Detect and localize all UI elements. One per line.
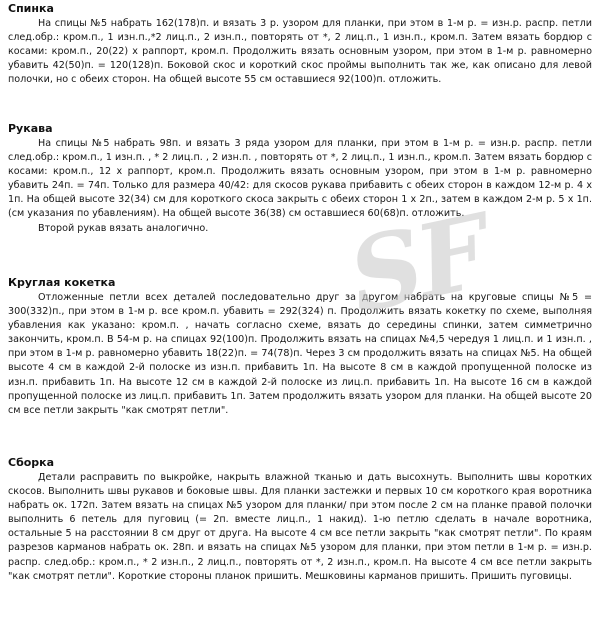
section-title: Рукава xyxy=(8,122,53,135)
paragraph: На спицы №5 набрать 162(178)п. и вязать 3 р. узором для планки, при этом в 1-м р. = изн.р. распр. петли след.обр.: кром.п., 1 изн.п.,*2 лиц.п., 2 изн.п., повторять от *, 2 лиц.п., 1 изн.п., кром.п. Затем вязать бордюр с косами: кром.п., 20(22) х раппорт, кром.п. Продолжить вязать основным узором, при этом в 1-м р. равномерно убавить 42(50)п. = 120(128)п. Боковой скос и короткий скос проймы выполнить так же, как описано для левой полочки, но с обеих сторон. На общей высоте 55 см оставшиеся 92(100)п. отложить. xyxy=(8,18,592,86)
section-title: Спинка xyxy=(8,2,54,15)
section-back xyxy=(8,2,592,87)
paragraph: Второй рукав вязать аналогично. xyxy=(38,222,209,234)
section-title: Круглая кокетка xyxy=(8,276,116,289)
paragraph: На спицы №5 набрать 98п. и вязать 3 ряда узором для планки, при этом в 1-м р. = изн.р. распр. петли след.обр.: кром.п., 1 изн.п. , * 2 лиц.п. , 2 изн.п. , повторять от *, 2 лиц.п., 1 изн.п., кром.п. Затем вязать бордюр с косами: кром.п., 12 х раппорт, кром.п. Продолжить вязать основным узором, при этом в 1-м р. равномерно убавить 24п. = 74п. Только для размера 40/42: для скосов рукава прибавить с обеих сторон в каждом 12-м р. 4 х 1п. На общей высоте 32(34) см для короткого скоса закрыть с обеих сторон 1 х 2п., затем в каждом 2-м р. 5 х 1п. (см указания по убавлениям). На общей высоте 36(38) см оставшиеся 60(68)п. отложить. xyxy=(8,138,592,220)
paragraph: Отложенные петли всех деталей последовательно друг за другом набрать на круговые спицы №5 = 300(332)п., при этом в 1-м р. все кром.п. убавить = 292(324) п. Продолжить вязать кокетку по схеме, выполняя убавления как указано: кром.п. , начать согласно схеме, вязать до середины спинки, затем симметрично закончить, кром.п. В 54-м р. на спицах 92(100)п. Продолжить вязать на спицах №4,5 чередуя 1 лиц.п. и 1 изн.п. , при этом в 1-м р. равномерно убавить 18(22)п. = 74(78)п. Через 3 см продолжить вязать на спицах №5. На общей высоте 4 см в каждой 2-й полоске из изн.п. прибавить 1п. На высоте 8 см в каждой пропущенной полоске из изн.п. прибавить 1п. На высоте 12 см в каждой 2-й полоске из лиц.п. прибавить 1п. На высоте 16 см в каждой пропущенной полоске из лиц.п. прибавить 1п. Затем продолжить вязать узором для планки. На общей высоте 20 см все петли закрыть "как смотрят петли". xyxy=(8,292,592,416)
section-title: Сборка xyxy=(8,456,55,469)
section-assembly xyxy=(8,456,592,584)
section-sleeves xyxy=(8,122,592,236)
watermark-logo: SF xyxy=(339,192,497,336)
paragraph: Детали расправить по выкройке, накрыть влажной тканью и дать высохнуть. Выполнить швы коротких скосов. Выполнить швы рукавов и боковые швы. Для планки застежки и первых 10 см короткого края воротника набрать ок. 172п. Затем вязать на спицах №5 узором для планки/ при этом после 2 см на планке правой полочки выполнить 6 петель для пуговиц (= 2п. вместе лиц.п., 1 накид). 1-ю петлю сделать в начале воротника, остальные 5 на расстоянии 8 см друг от друга. На высоте 4 см все петли закрыть "как смотрят петли". По краям разрезов карманов набрать ок. 28п. и вязать на спицах №5 узором для планки, при этом петли в 1-м р. = изн.р. распр. след.обр.: кром.п., * 2 изн.п., 2 лиц.п., повторять от *, 2 изн.п., кром.п. На высоте 4 см все петли закрыть "как смотрят петли". Короткие стороны планок пришить. Мешковины карманов пришить. Пришить пуговицы. xyxy=(8,472,592,582)
section-round-yoke xyxy=(8,276,592,418)
